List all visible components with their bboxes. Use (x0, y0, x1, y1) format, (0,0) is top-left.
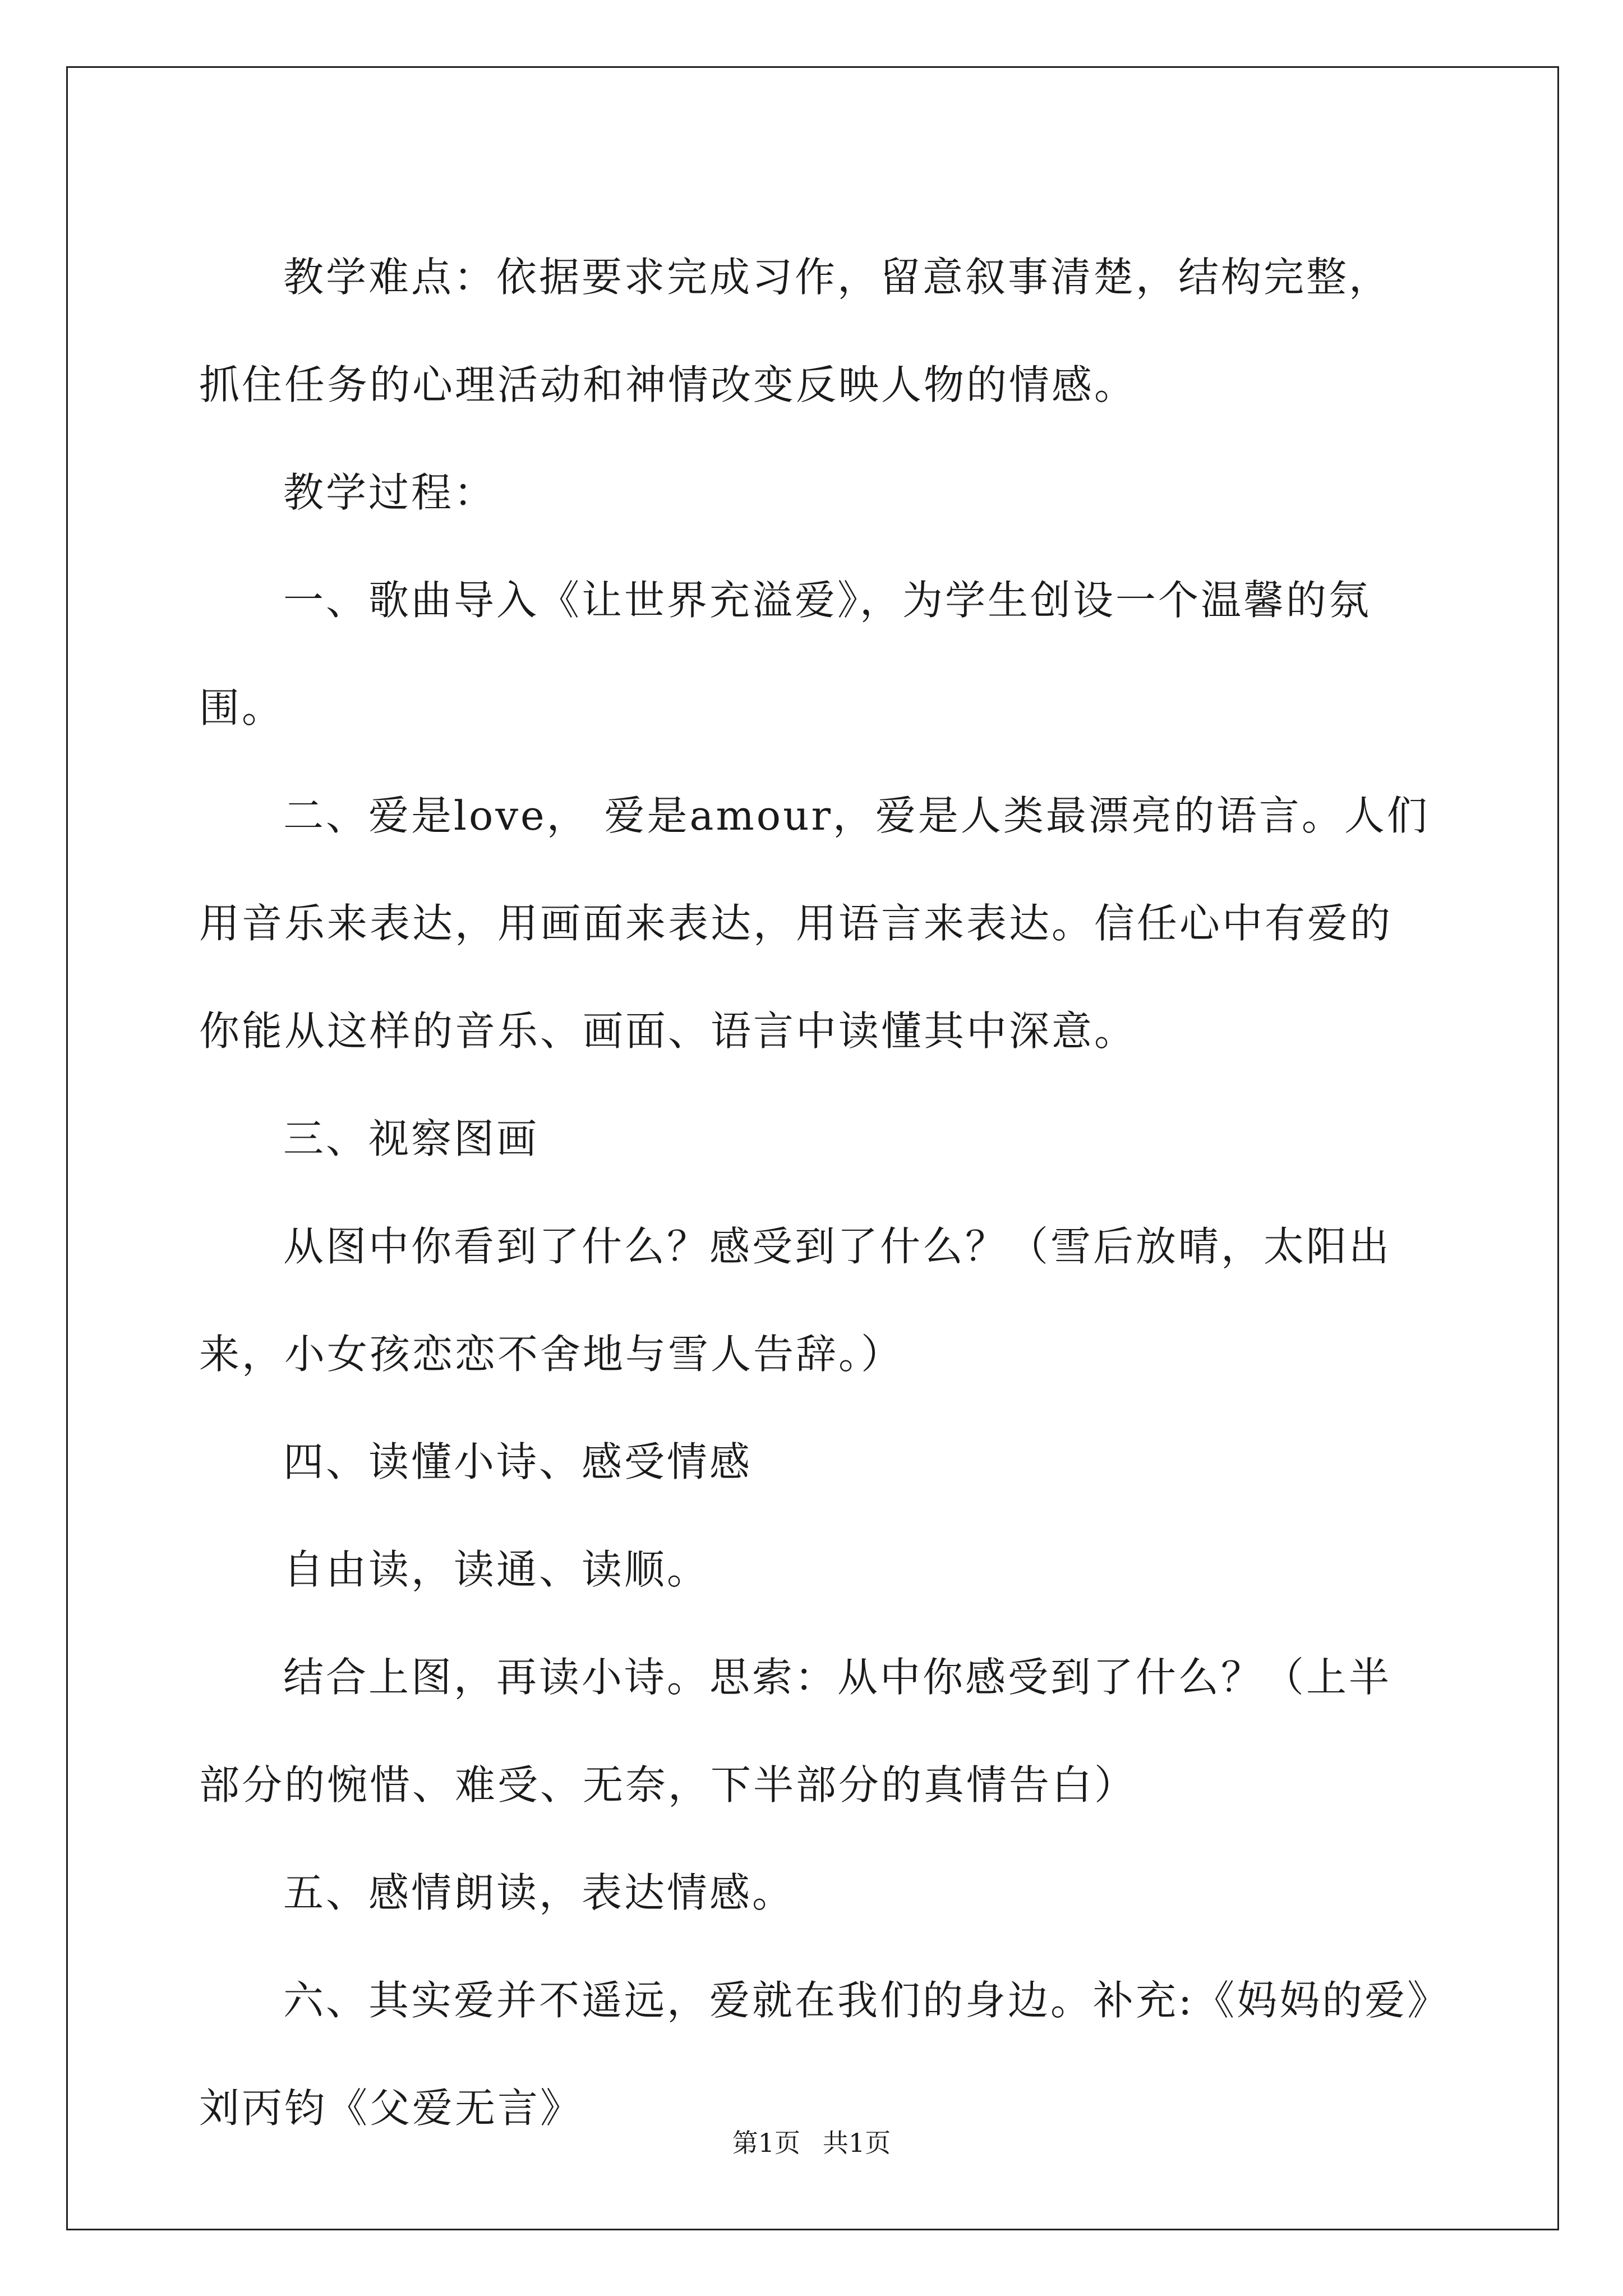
paragraph-step-4-detail-2: 结合上图，再读小诗。思索：从中你感受到了什么？（上半部分的惋惜、难受、无奈，下半部分的真情告白） (199, 1654, 1392, 1809)
paragraph-step-3: 三、视察图画 (283, 1115, 540, 1162)
paragraph-step-5: 五、感情朗读，表达情感。 (283, 1869, 795, 1916)
paragraph-step-1: 一、歌曲导入《让世界充溢爱》，为学生创设一个温馨的氛围。 (199, 577, 1372, 731)
paragraph-step-3-detail: 从图中你看到了什么？感受到了什么？（雪后放晴，太阳出来，小女孩恋恋不舍地与雪人告辞。） (199, 1223, 1392, 1378)
document-body (199, 223, 1433, 2162)
paragraph-step-4-detail-1: 自由读，读通、读顺。 (283, 1546, 710, 1593)
paragraph-step-6: 六、其实爱并不遥远，爱就在我们的身边。补充:《妈妈的爱》刘丙钧《父爱无言》 (199, 1977, 1430, 2132)
paragraph-step-4: 四、读懂小诗、感受情感 (283, 1438, 753, 1485)
page-total: 共1页 (823, 2128, 891, 2158)
paragraph-process-heading: 教学过程： (283, 469, 497, 516)
paragraph-difficulty: 教学难点：依据要求完成习作，留意叙事清楚，结构完整，抓住任务的心理活动和神情改变反映人物的情感。 (199, 254, 1392, 408)
page-number: 第1页 (732, 2128, 800, 2158)
page-footer (0, 2126, 1623, 2160)
paragraph-step-2: 二、爱是love， 爱是amour，爱是人类最漂亮的语言。人们用音乐来表达，用画面来表达，用语言来表达。信任心中有爱的你能从这样的音乐、画面、语言中读懂其中深意。 (199, 792, 1430, 1055)
